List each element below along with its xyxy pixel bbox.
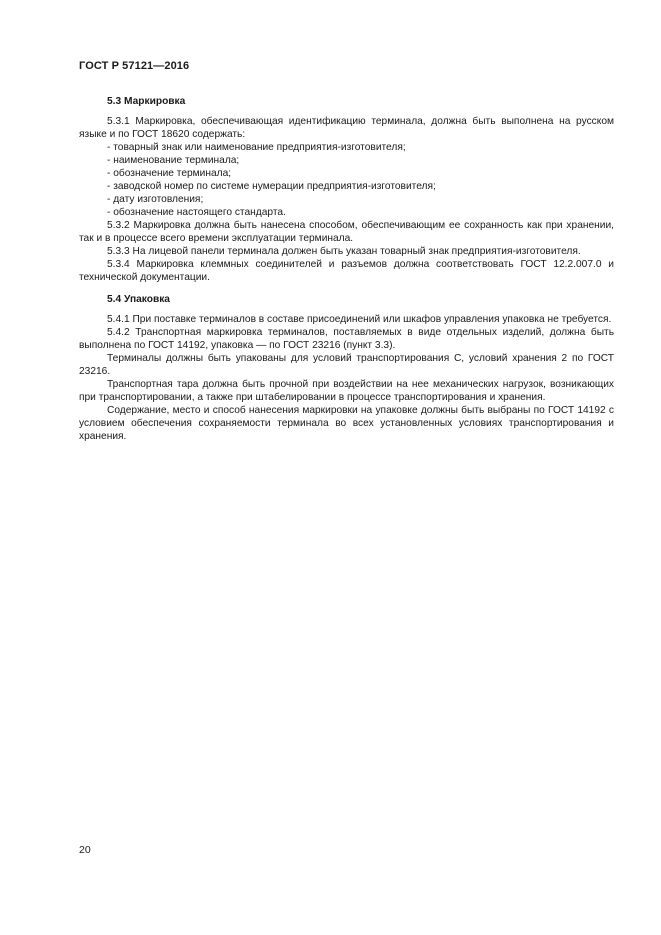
page-number: 20 xyxy=(79,844,91,856)
section-heading-5-4: 5.4 Упаковка xyxy=(107,294,170,305)
paragraph-5-3-4: 5.3.4 Маркировка клеммных соединителей и разъемов должна соответствовать ГОСТ 12.2.007.0 и технической документации. xyxy=(79,259,614,283)
document-header: ГОСТ Р 57121—2016 xyxy=(79,60,190,72)
marking-list xyxy=(79,141,614,219)
section-heading-5-3: 5.3 Маркировка xyxy=(107,96,186,107)
paragraph-5-4-4: Транспортная тара должна быть прочной при воздействии на нее механических нагрузок, возникающих при транспортировании, а также при штабелировании в процессе транспортирования и хранения. xyxy=(79,379,614,403)
paragraph-5-4-5: Содержание, место и способ нанесения маркировки на упаковке должны быть выбраны по ГОСТ 14192 с условием обеспечения сохраняемости терминала во всех установленных условиях транспортирования и хранения. xyxy=(79,405,614,442)
list-item: - товарный знак или наименование предприятия-изготовителя; xyxy=(107,142,406,153)
paragraph-5-4-3: Терминалы должны быть упакованы для условий транспортирования С, условий хранения 2 по ГОСТ 23216. xyxy=(79,353,614,377)
page-body xyxy=(79,95,614,443)
list-item: - обозначение настоящего стандарта. xyxy=(107,207,286,218)
paragraph-5-4-1: 5.4.1 При поставке терминалов в составе присоединений или шкафов управления упаковка не требуется. xyxy=(107,314,612,325)
list-item: - обозначение терминала; xyxy=(107,168,232,179)
paragraph-5-3-3: 5.3.3 На лицевой панели терминала должен быть указан товарный знак предприятия-изготовителя. xyxy=(107,246,581,257)
list-item: - заводской номер по системе нумерации предприятия-изготовителя; xyxy=(107,181,436,192)
paragraph-5-4-2: 5.4.2 Транспортная маркировка терминалов, поставляемых в виде отдельных изделий, должна быть выполнена по ГОСТ 14192, упаковка — по ГОСТ 23216 (пункт 3.3). xyxy=(79,327,614,351)
section-gap xyxy=(79,284,614,293)
paragraph-5-3-2: 5.3.2 Маркировка должна быть нанесена способом, обеспечивающим ее сохранность как при хранении, так и в процессе всего времени эксплуатации терминала. xyxy=(79,220,614,244)
list-item: - дату изготовления; xyxy=(107,194,204,205)
paragraph-5-3-1: 5.3.1 Маркировка, обеспечивающая идентификацию терминала, должна быть выполнена на русском языке и по ГОСТ 18620 содержать: xyxy=(79,116,614,140)
list-item: - наименование терминала; xyxy=(107,155,240,166)
